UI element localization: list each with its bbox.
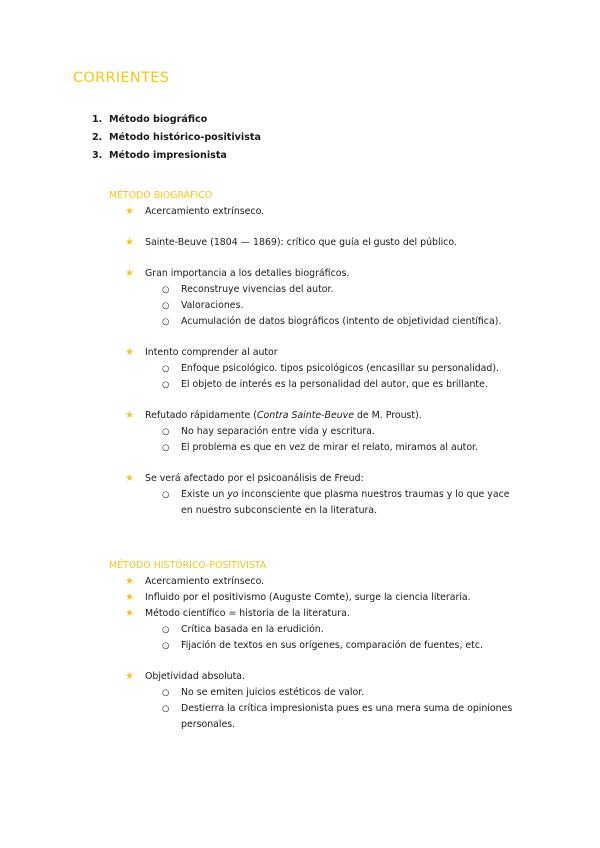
circle-bullet-icon: ○ (162, 380, 170, 390)
toc-label: Método histórico-positivista (109, 132, 261, 143)
sub-text: El problema es que en vez de mirar el relato, miramos al autor. (181, 442, 479, 453)
sub-text: No hay separación entre vida y escritura. (181, 426, 375, 437)
sub-text: Reconstruye vivencias del autor. (181, 284, 334, 295)
circle-bullet-icon: ○ (162, 317, 170, 327)
bullet-item (109, 266, 549, 282)
sub-text: inconsciente que plasma nuestros traumas y lo que yace en nuestro subconsciente en la literatura. (181, 489, 510, 516)
bullet-item (109, 408, 549, 424)
section-biografico (109, 188, 549, 519)
sub-item (109, 487, 521, 519)
circle-bullet-icon: ○ (162, 443, 170, 453)
star-icon: ★ (125, 592, 134, 603)
toc-number: 1. (92, 114, 103, 125)
sub-text: Enfoque psicológico. tipos psicológicos (encasillar su personalidad). (181, 363, 499, 374)
section-historico-positivista (109, 558, 549, 733)
circle-bullet-icon: ○ (162, 285, 170, 295)
sub-text-emphasis: yo (227, 489, 239, 500)
sub-text: El objeto de interés es la personalidad del autor, que es brillante. (181, 379, 488, 390)
star-icon: ★ (125, 671, 134, 682)
sub-item (109, 701, 521, 733)
page-title: CORRIENTES (73, 70, 170, 86)
bullet-text: de M. Proust). (353, 410, 422, 421)
bullet-item (109, 590, 549, 606)
star-icon: ★ (125, 206, 134, 217)
sub-item (109, 361, 549, 377)
circle-bullet-icon: ○ (162, 427, 170, 437)
bullet-text: Objetividad absoluta. (145, 671, 246, 682)
star-icon: ★ (125, 576, 134, 587)
sub-text: No se emiten juicios estéticos de valor. (181, 687, 365, 698)
sub-text: Valoraciones. (181, 300, 244, 311)
bullet-text: Acercamiento extrínseco. (145, 206, 265, 217)
bullet-item (109, 606, 549, 622)
toc-label: Método impresionista (109, 150, 227, 161)
circle-bullet-icon: ○ (162, 490, 170, 500)
toc-number: 3. (92, 150, 103, 161)
sub-text: Acumulación de datos biográficos (intento de objetividad científica). (181, 316, 502, 327)
circle-bullet-icon: ○ (162, 688, 170, 698)
toc-item (92, 147, 261, 165)
toc-item (92, 111, 261, 129)
bullet-text: Gran importancia a los detalles biográficos. (145, 268, 350, 279)
star-icon: ★ (125, 268, 134, 279)
sub-item (109, 314, 549, 330)
star-icon: ★ (125, 237, 134, 248)
circle-bullet-icon: ○ (162, 704, 170, 714)
bullet-item (109, 204, 549, 220)
sub-text: Existe un (181, 489, 228, 500)
circle-bullet-icon: ○ (162, 364, 170, 374)
sub-text: Fijación de textos en sus orígenes, comparación de fuentes, etc. (181, 640, 483, 651)
toc-number: 2. (92, 132, 103, 143)
toc-label: Método biográfico (109, 114, 208, 125)
bullet-text: Método científico = historia de la literatura. (145, 608, 350, 619)
section-title: MÉTODO BIOGRÁFICO (109, 190, 213, 201)
table-of-contents (92, 111, 261, 165)
bullet-item (109, 471, 549, 487)
sub-item (109, 282, 549, 298)
bullet-text: Influido por el positivismo (Auguste Comte), surge la ciencia literaria. (145, 592, 471, 603)
star-icon: ★ (125, 410, 134, 421)
sub-text: Destierra la crítica impresionista pues es una mera suma de opiniones personales. (181, 703, 513, 730)
sub-text: Crítica basada en la erudición. (181, 624, 324, 635)
sub-item (109, 440, 549, 456)
section-title: MÉTODO HISTÓRICO-POSITIVISTA (109, 560, 267, 571)
bullet-item (109, 669, 549, 685)
sub-item (109, 638, 549, 654)
star-icon: ★ (125, 347, 134, 358)
sub-item (109, 622, 549, 638)
bullet-text: Se verá afectado por el psicoanálisis de Freud: (145, 473, 364, 484)
bullet-item (109, 235, 549, 251)
bullet-item (109, 345, 549, 361)
star-icon: ★ (125, 608, 134, 619)
sub-item (109, 424, 549, 440)
circle-bullet-icon: ○ (162, 641, 170, 651)
circle-bullet-icon: ○ (162, 301, 170, 311)
book-title: Contra Sainte-Beuve (256, 410, 354, 421)
sub-item (109, 298, 549, 314)
star-icon: ★ (125, 473, 134, 484)
bullet-text: Intento comprender al autor (145, 347, 278, 358)
sub-item (109, 685, 549, 701)
toc-item (92, 129, 261, 147)
bullet-text: Acercamiento extrínseco. (145, 576, 265, 587)
bullet-item (109, 574, 549, 590)
circle-bullet-icon: ○ (162, 625, 170, 635)
bullet-text: Sainte-Beuve (1804 — 1869): crítico que guía el gusto del público. (145, 237, 457, 248)
sub-item (109, 377, 549, 393)
bullet-text: Refutado rápidamente ( (145, 410, 257, 421)
